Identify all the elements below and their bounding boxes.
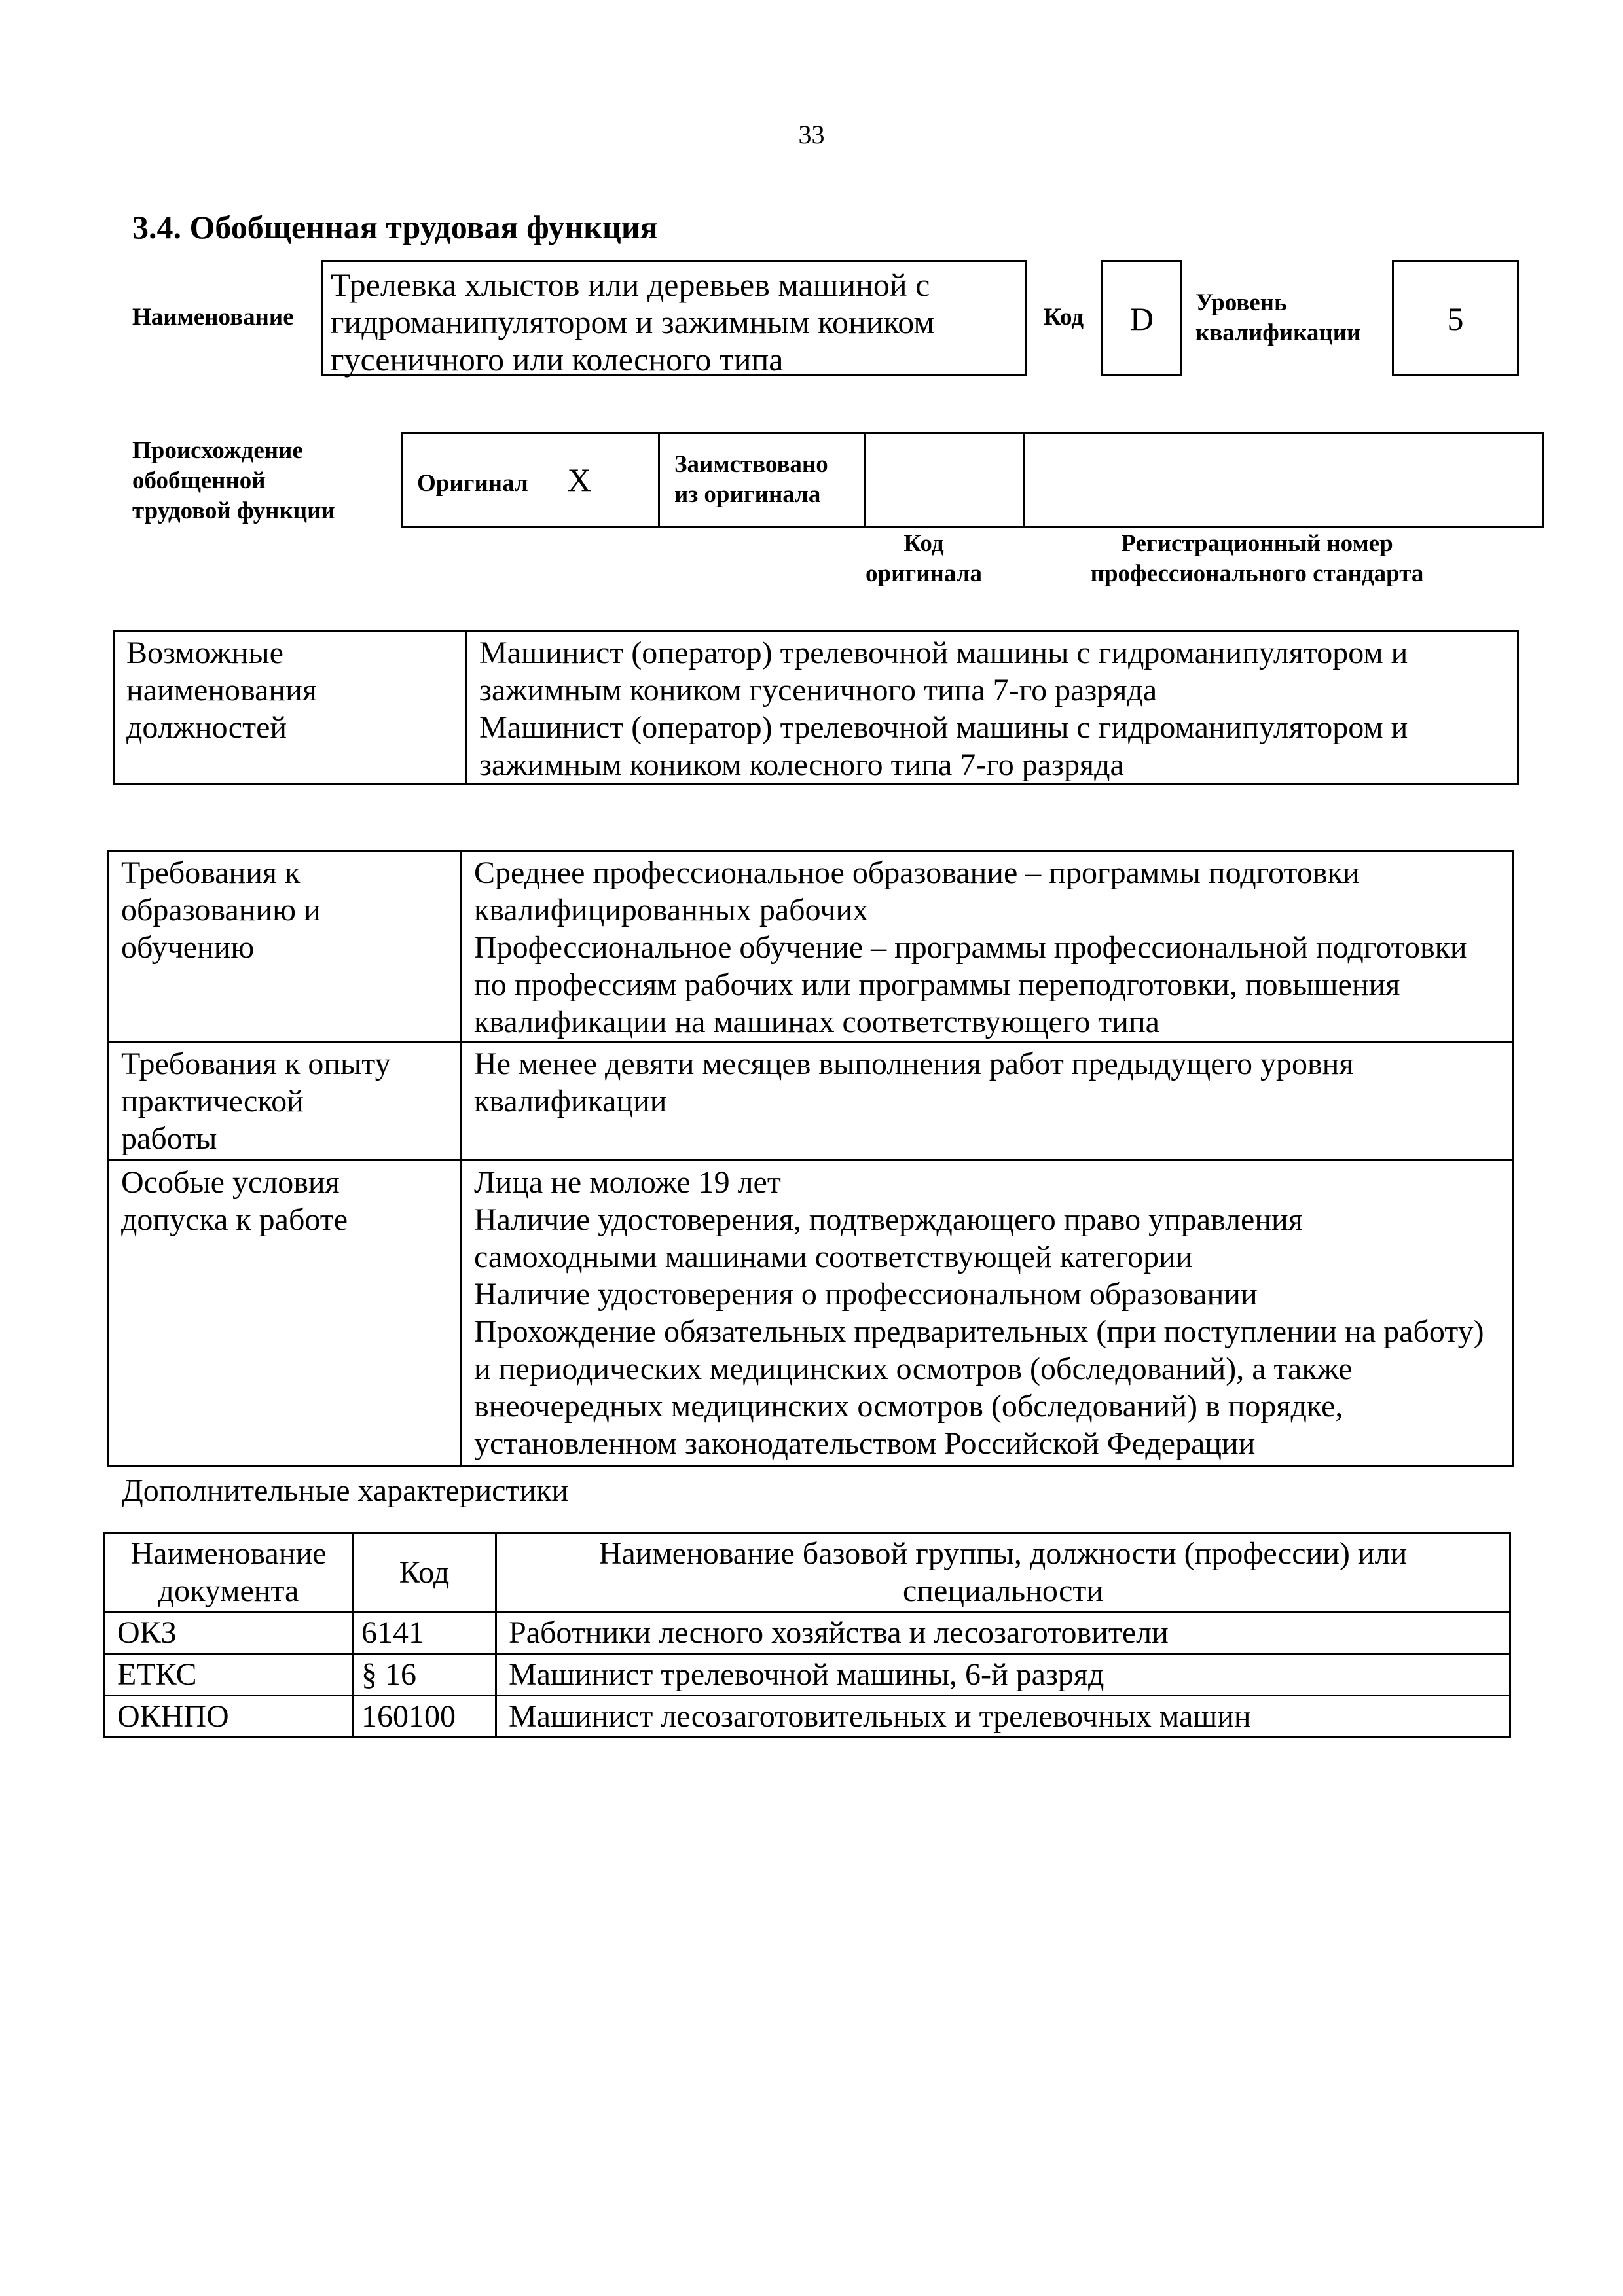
borrowed-label-line: Заимствовано xyxy=(674,451,828,478)
extra-characteristics-table xyxy=(103,1532,1511,1738)
origin-label-line: Происхождение xyxy=(132,437,303,464)
requirement-line: квалификации на машинах соответствующего типа xyxy=(474,1005,1159,1039)
function-name-box xyxy=(321,260,1027,376)
position-line: Машинист (оператор) трелевочной машины с гидроманипулятором и xyxy=(479,636,1408,670)
code-value: D xyxy=(1129,300,1154,337)
level-label-line: квалификации xyxy=(1195,319,1361,346)
position-line: зажимным коником колесного типа 7-го разряда xyxy=(479,747,1124,782)
code-value-box xyxy=(1101,260,1182,376)
requirement-line: Профессиональное обучение – программы профессиональной подготовки xyxy=(474,930,1467,965)
caption-line: оригинала xyxy=(866,560,982,587)
requirement-line: по профессиям рабочих или программы переподготовки, повышения xyxy=(474,967,1400,1002)
header-line: Код xyxy=(399,1554,450,1590)
table-row xyxy=(105,1654,1510,1696)
original-label: Оригинал xyxy=(417,470,528,497)
row-code: § 16 xyxy=(353,1654,496,1696)
positions-label-line: должностей xyxy=(126,710,287,745)
original-mark: X xyxy=(567,461,591,498)
level-label xyxy=(1195,288,1360,348)
origin-table xyxy=(401,432,1544,528)
borrowed-label-line: из оригинала xyxy=(674,481,821,508)
position-line: Машинист (оператор) трелевочной машины с гидроманипулятором и xyxy=(479,710,1408,745)
requirement-line: Прохождение обязательных предварительных (при поступлении на работу) xyxy=(474,1314,1484,1349)
requirement-line: самоходными машинами соответствующей категории xyxy=(474,1240,1193,1274)
requirement-label-line: допуска к работе xyxy=(121,1202,348,1237)
requirement-label-line: практической xyxy=(121,1084,304,1119)
requirement-line: Наличие удостоверения, подтверждающего право управления xyxy=(474,1202,1303,1237)
caption-line: Код xyxy=(903,530,944,557)
origin-label-line: трудовой функции xyxy=(132,497,335,524)
registration-number-cell xyxy=(1025,433,1544,527)
level-value-box xyxy=(1392,260,1519,376)
name-label: Наименование xyxy=(132,304,294,331)
positions-label-line: наименования xyxy=(126,673,317,708)
header-name xyxy=(496,1533,1510,1612)
requirement-line: квалифицированных рабочих xyxy=(474,893,869,927)
registration-number-caption xyxy=(1041,529,1473,589)
education-value-cell xyxy=(462,851,1513,1042)
level-label-line: Уровень xyxy=(1195,289,1287,316)
origin-label xyxy=(132,436,335,526)
header-line: специальности xyxy=(902,1573,1104,1608)
requirement-label-line: образованию и xyxy=(121,893,321,927)
row-doc: ЕТКС xyxy=(105,1654,353,1696)
requirement-line: установленном законодательством Российской Федерации xyxy=(474,1426,1256,1461)
page-number: 33 xyxy=(798,120,825,149)
requirement-label-line: обучению xyxy=(121,930,255,965)
original-cell xyxy=(402,433,659,527)
row-name: Машинист трелевочной машины, 6-й разряд xyxy=(496,1654,1510,1696)
function-name-line: Трелевка хлыстов или деревьев машиной с xyxy=(331,266,930,303)
header-line: Наименование базовой группы, должности (профессии) или xyxy=(598,1536,1408,1571)
caption-line: профессионального стандарта xyxy=(1090,560,1424,587)
requirement-line: Наличие удостоверения о профессиональном образовании xyxy=(474,1277,1258,1312)
requirement-label-line: работы xyxy=(121,1121,217,1156)
table-row xyxy=(105,1696,1510,1738)
level-value: 5 xyxy=(1447,300,1464,337)
row-doc: ОКЗ xyxy=(105,1612,353,1654)
requirement-line: Не менее девяти месяцев выполнения работ предыдущего уровня xyxy=(474,1047,1354,1081)
row-code: 160100 xyxy=(353,1696,496,1738)
positions-label-line: Возможные xyxy=(126,636,283,670)
section-title: 3.4. Обобщенная трудовая функция xyxy=(132,209,658,245)
requirement-line: и периодических медицинских осмотров (обследований), а также xyxy=(474,1352,1353,1386)
row-code: 6141 xyxy=(353,1612,496,1654)
requirement-label-line: Требования к xyxy=(121,855,301,890)
positions-table xyxy=(113,630,1519,785)
requirement-label-line: Требования к опыту xyxy=(121,1047,391,1081)
experience-label-cell xyxy=(109,1042,462,1160)
row-doc: ОКНПО xyxy=(105,1696,353,1738)
origin-label-line: обобщенной xyxy=(132,467,266,494)
requirement-line: Лица не моложе 19 лет xyxy=(474,1165,781,1200)
requirements-table xyxy=(107,850,1514,1467)
conditions-value-cell xyxy=(462,1160,1513,1466)
requirement-line: квалификации xyxy=(474,1084,667,1119)
header-document xyxy=(105,1533,353,1612)
header-code xyxy=(353,1533,496,1612)
experience-value-cell xyxy=(462,1042,1513,1160)
function-name-line: гусеничного или колесного типа xyxy=(331,341,784,378)
requirement-label-line: Особые условия xyxy=(121,1165,340,1200)
table-row xyxy=(105,1612,1510,1654)
requirement-line: Среднее профессиональное образование – программы подготовки xyxy=(474,855,1360,890)
caption-line: Регистрационный номер xyxy=(1121,530,1393,557)
row-name: Машинист лесозаготовительных и трелевочных машин xyxy=(496,1696,1510,1738)
original-code-cell xyxy=(866,433,1025,527)
header-line: Наименование xyxy=(130,1536,327,1571)
borrowed-cell xyxy=(659,433,866,527)
extra-title: Дополнительные характеристики xyxy=(122,1473,569,1508)
original-code-caption xyxy=(839,529,1008,589)
positions-label-cell xyxy=(114,631,467,785)
positions-value-cell xyxy=(467,631,1518,785)
row-name: Работники лесного хозяйства и лесозаготовители xyxy=(496,1612,1510,1654)
conditions-label-cell xyxy=(109,1160,462,1466)
position-line: зажимным коником гусеничного типа 7-го разряда xyxy=(479,673,1158,708)
education-label-cell xyxy=(109,851,462,1042)
header-line: документа xyxy=(158,1573,299,1608)
code-label: Код xyxy=(1044,304,1084,331)
function-name-line: гидроманипулятором и зажимным коником xyxy=(331,304,934,340)
requirement-line: внеочередных медицинских осмотров (обследований) в порядке, xyxy=(474,1389,1343,1424)
